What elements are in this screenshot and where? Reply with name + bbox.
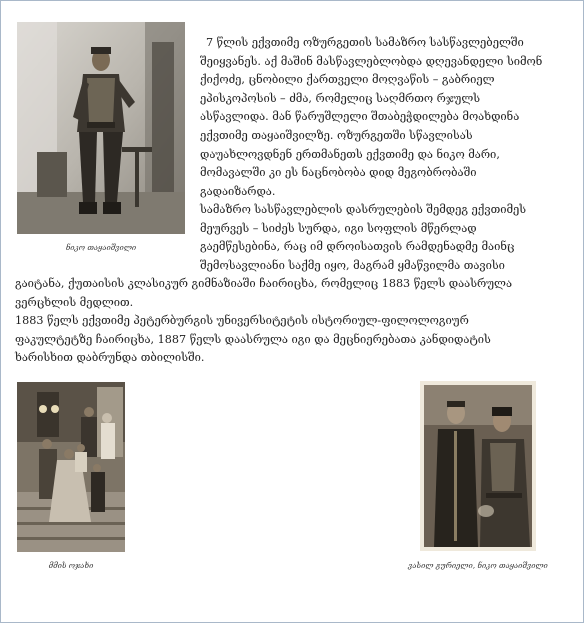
photo-niko-takaishvili [17, 22, 185, 234]
text-line: 1883 წელს ექვთიმე პეტერბურგის უნივერსიტეტის ისტორიულ-ფილოლოგიურ [15, 314, 469, 327]
photo-niko-image [17, 22, 185, 234]
text-line: გადაიზარდა. [200, 184, 276, 198]
text-line: ფაკულტეტზე ჩაირიცხა, 1887 წელს დაასრულა იგი და მეცნიერებათა კანდიდატის [15, 332, 491, 346]
photo-gurieli-image [420, 381, 536, 551]
text-line: ქიქოძე, ცნობილი ქართველი მოღვაწის – გაბრიელ [200, 73, 495, 87]
text-line: შეიყვანეს. აქ მაშინ მასწავლებლობდა დღევანდელი სიმონ [200, 54, 543, 68]
text-line: ეპისკოპოსის – ძმა, რომელიც საღმრთო რჯულს [200, 91, 481, 105]
text-line: შემოსავლიანი საქმე იყო, მაგრამ ყმაწვილმა თავისი [200, 258, 505, 272]
text-line: ხარისხით დაბრუნდა თბილისში. [15, 351, 205, 365]
caption-photo-niko: ნიკო თაყაიშვილი [65, 243, 137, 252]
text-line: ექვთიმე თაყაიშვილზე. ოზურგეთში სწავლისას [200, 128, 473, 142]
paragraph-2 [200, 201, 568, 275]
caption-photo-gurieli: ვასილ გურიელი, ნიკო თაყაიშვილი [408, 561, 548, 570]
text-line: გაიტანა, ქუთაისის კლასიკურ გიმნაზიაში ჩაირიცხა, რომელიც 1883 წელს დაასრულა [15, 277, 513, 290]
caption-photo-family: მმის ოჯახი [48, 561, 94, 570]
text-line: ვერცხლის მედლით. [15, 295, 134, 309]
paragraph-2-continued [15, 275, 568, 312]
text-line: მეურვეს – სიძეს სურდა, იგი სოფლის მწერლად [200, 221, 477, 235]
paragraph-1 [200, 34, 568, 201]
paragraph-3 [15, 312, 568, 368]
photo-gurieli-takaishvili [420, 381, 536, 551]
text-line: სამაზრო სასწავლებლის დასრულების შემდეგ ექვთიმეს [200, 203, 527, 216]
text-line: მომავალში კი ეს ნაცნობობა დიდ მეგობრობაში [200, 166, 477, 180]
text-line: დაუახლოვდნენ ერთმანეთს ექვთიმე და ნიკო მარი, [200, 147, 500, 161]
text-line: 7 წლის ექვთიმე ოზურგეთის სამაზრო სასწავლებელში [206, 36, 524, 49]
photo-family-image [17, 382, 125, 552]
photo-brothers-family [17, 382, 125, 552]
text-line: გაემწესებინა, რაც იმ დროისათვის რამდენადმე მაინც [200, 240, 515, 254]
text-line: ასწავლიდა. მან წარუშლელი შთაბეჭდილება მოახდინა [200, 110, 520, 124]
